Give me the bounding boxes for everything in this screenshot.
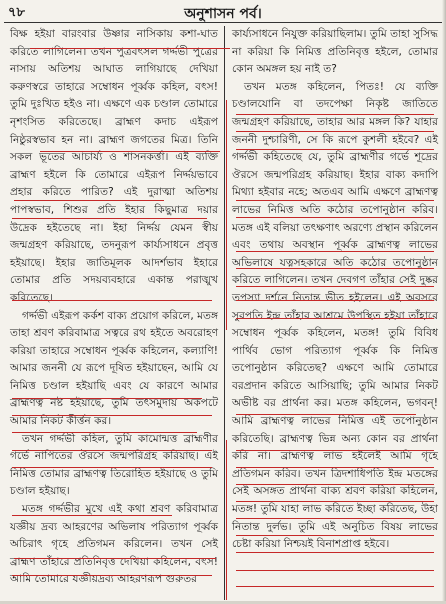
- pen-underline: [12, 467, 212, 468]
- pen-margin-bar: [226, 440, 227, 600]
- pen-underline: [236, 217, 434, 218]
- left-paragraph-1: বিক্ষ হইয়া বারংবার উষ্ণার নাসিকায় কশা-ঘাত করিতে লাগিলেন। তখন পুত্রবৎসল গর্দ্দভী পুত্রের নাসায় অতিশয় আঘাত লাগিয়াছে দেখিয়া করুণস্বরে তাহারে সম্বোধন পূর্ব্বক কহিল, বৎস! তুমি দুঃখিত হইও না। এক্ষণে এক চণ্ডাল তোমারে নৃশংসিত করিতেছে। ব্রাহ্মণ কদাচ এইরূপ নিষ্ঠুরস্বভাব হন না। ব্রাহ্মণ জগতের মিত্র। তিনি সকল ভূতের আচার্য্য ও শাসনকর্ত্তা। এই ব্যক্তি ব্রাহ্মণ হইলে কি তোমারে এইরূপ নির্দ্দয়ভাবে প্রহার করিতে পারিত? এই দুরাত্মা অতিশয় পাপস্বভাব, শিশুর প্রতি ইহার কিছুমাত্র দয়ার উদ্রেক হইতেছে না। ইহা নির্দ্দয় যেমন স্বীয় জন্মগ্রহণ করিয়াছে, তদনুরূপ কার্য্যসাধনে প্রবৃত্ত হইয়াছে। ইহার জাতিমূলক আদর্শভাব ইহারে তোমার প্রতি সদয়ব্যবহারে একান্ত পরাঙ্মুখ করিতেছে।: [10, 28, 218, 304]
- pen-underline: [236, 414, 416, 415]
- page-number: ৭৮: [8, 5, 25, 20]
- pen-underline: [236, 518, 434, 519]
- pen-underline: [236, 586, 434, 587]
- pen-underline: [236, 535, 434, 536]
- pen-margin-bar: [226, 100, 227, 330]
- pen-underline: [236, 131, 434, 132]
- pen-underline: [12, 300, 212, 301]
- pen-underline: [12, 398, 202, 399]
- pen-underline: [40, 151, 220, 152]
- pen-underline: [14, 200, 164, 201]
- left-column: [10, 26, 218, 600]
- pen-underline: [236, 200, 434, 201]
- pen-underline: [236, 318, 434, 319]
- pen-underline: [236, 552, 434, 553]
- pen-underline: [236, 251, 434, 252]
- pen-underline: [12, 450, 212, 451]
- pen-underline: [236, 484, 434, 485]
- left-paragraph-3: তখন গর্দ্দভী কহিল, তুমি কামোন্মত্ত ব্রাহ্মণীর গর্ভে নাপিতের ঔরসে জন্মপরিগ্রহ করিয়াছ। এই নিমিত্ত তোমার ব্রাহ্মণত্ব তিরোহিত হইয়াছে ও তুমি চণ্ডাল হইয়াছ।: [10, 432, 218, 498]
- header-rule: [4, 22, 442, 23]
- pen-underline: [12, 218, 207, 219]
- pen-underline: [236, 114, 434, 115]
- right-paragraph-1: কার্য্যসাধনে নিযুক্ত করিয়াছিলাম। তুমি তাহা সুসিদ্ধ না করিয়া কি নিমিত্ত প্রতিনিবৃত্ত হইলে, তোমার কোন অমঙ্গল হয় নাই ত?: [232, 28, 438, 76]
- pen-underline: [236, 467, 434, 468]
- pen-underline: [12, 515, 172, 516]
- column-divider: [224, 26, 225, 600]
- left-paragraph-2: গর্দ্দভী এইরূপ কর্কশ বাক্য প্রয়োগ করিলে, মতঙ্গ তাহা শ্রবণ করিবামাত্র সত্বরে রথ হইতে অবরোহণ করিয়া তাহারে সম্বোধন পূর্ব্বক কহিলেন, কল্যাণি! আমার জননী যে রূপে দূষিত হইয়াছেন, আমি যে নিমিত্ত চণ্ডাল হইয়াছি এবং যে কারণে আমার ব্রাহ্মণত্ব নষ্ট হইয়াছে, তুমি তৎসমুদায় অকপটে আমার নিকট কীর্ত্তন কর।: [10, 309, 218, 428]
- pen-underline: [236, 570, 434, 571]
- pen-underline: [14, 558, 216, 559]
- pen-underline: [12, 415, 212, 416]
- pen-underline: [12, 575, 212, 576]
- pen-underline: [236, 501, 434, 502]
- page-edge-shadow: [442, 0, 446, 604]
- pen-underline: [12, 432, 197, 433]
- page-header: [0, 0, 446, 22]
- left-paragraph-4: মতঙ্গ গর্দ্দভীর মুখে এই কথা শ্রবণ করিবামাত্র যজ্ঞীয় দ্রব্য আহরণের অভিলাষ পরিত্যাগ পূর্ব্বক অচিরাৎ গৃহে প্রতিগমন করিলেন। তখন সেই ব্রাহ্মণ তাঁহারে প্রতিনিবৃত্ত দেখিয়া কহিলেন, বৎস! আমি তোমারে যজ্ঞীয়দ্রব্য আহরণরূপ গুরুতর: [10, 503, 218, 586]
- running-title: অনুশাসন পর্ব।: [184, 6, 262, 22]
- pen-underline: [236, 300, 434, 301]
- right-column: [232, 26, 438, 600]
- pen-underline: [236, 149, 434, 150]
- pen-underline: [236, 286, 434, 287]
- pen-underline: [30, 48, 230, 49]
- pen-underline: [236, 268, 434, 269]
- pen-underline: [236, 450, 434, 451]
- right-paragraph-2: তখন মতঙ্গ কহিলেন, পিতঃ! যে ব্যক্তি চণ্ডালযোনি বা তদপেক্ষা নিকৃষ্ট জাতিতে জন্মগ্রহণ করিয়াছে, তাহার আর মঙ্গল কি? যাহার জননী দুশ্চারিণী, সে কি রূপে কুশলী হইবে? এই গর্দ্দভী কহিতেছে যে, তুমি ব্রাহ্মণীর গর্ভে শূদ্রের ঔরসে জন্মপরিগ্রহ করিয়াছ। ইহার বাক্য কদাপি মিথ্যা হইবার নহে; অতএব আমি এক্ষণে ব্রাহ্মণত্ব লাভের নিমিত্ত অতি কঠোর তপোনুষ্ঠান করিব। মতঙ্গ এই বলিয়া তৎক্ষণাৎ অরণ্যে প্রস্থান করিলেন এবং তথায় অবস্থান পূর্ব্বক ব্রাহ্মণত্ব লাভের অভিলাষে যত্নসহকারে অতি কঠোর তপোনুষ্ঠান করিতে লাগিলেন। তখন দেবগণ তাঁহার সেই দুষ্কর তপস্যা দর্শনে নিতান্ত ভীত হইলেন। এই অবসরে সুরপতি ইন্দ্র তাঁহার আশ্রমে উপস্থিত হইয়া তাঁহারে সম্বোধন পূর্ব্বক কহিলেন, মতঙ্গ! তুমি বিবিধ পার্থিব ভোগ পরিত্যাগ পূর্ব্বক কি নিমিত্ত তপোনুষ্ঠান করিতেছ? এক্ষণে আমি তোমারে বরপ্রদান করিতে আসিয়াছি; তুমি আমার নিকট অভীষ্ট বর প্রার্থনা কর। মতঙ্গ কহিলেন, ভগবন্! আমি ব্রাহ্মণত্ব লাভের নিমিত্ত এই তপোনুষ্ঠান করিতেছি। ব্রাহ্মণত্ব ভিন্ন অন্য কোন বর প্রার্থনা করি না। ব্রাহ্মণত্ব লাভ হইলেই আমি গৃহে প্রতিগমন করিব। তখন ত্রিদশাধিপতি ইন্দ্র মতঙ্গের সেই অসঙ্গত প্রার্থনা বাক্য শ্রবণ করিয়া কহিলেন, মতঙ্গ! তুমি যাহা লাভ করিতে ইচ্ছা করিতেছ, উহা নিতান্ত দুর্লভ। তুমি এই অনুচিত বিষয় লাভের চেষ্টা করিয়া নিশ্চয়ই বিনাশপ্রাপ্ত হইবে।: [232, 80, 438, 551]
